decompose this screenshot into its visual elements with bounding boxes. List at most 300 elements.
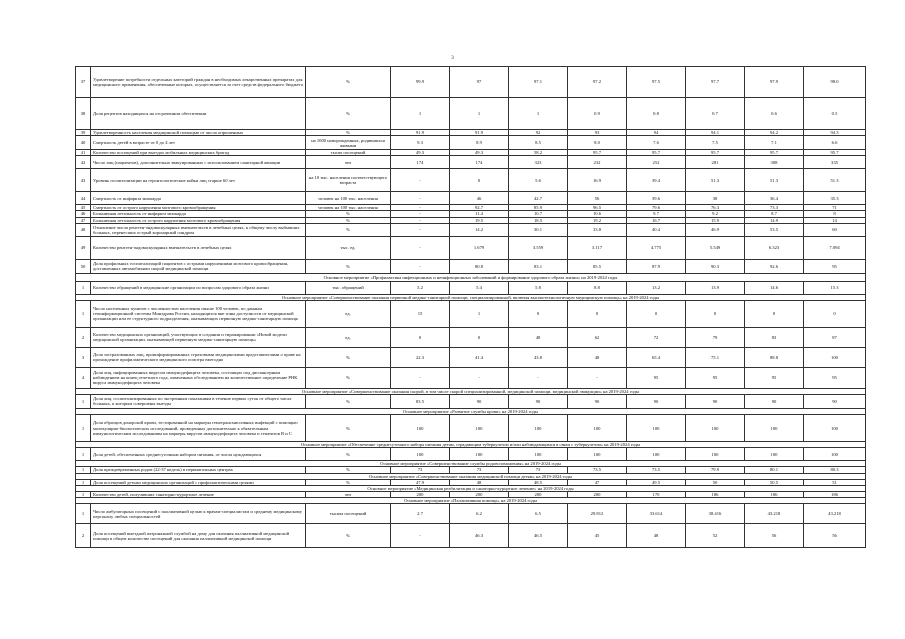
indicator-row	[76, 448, 866, 461]
indicator-row	[76, 300, 866, 327]
value-cell: 13.2	[627, 281, 686, 294]
value-cell: 56	[745, 524, 804, 548]
value-cell: -	[391, 192, 450, 205]
value-cell: 7.6	[627, 136, 686, 150]
value-cell: 1	[450, 98, 509, 130]
value-cell: 33.8	[568, 223, 627, 236]
unit-cell: тысяч посещений	[306, 150, 391, 156]
indicator-row	[76, 259, 866, 273]
value-cell: 83	[745, 327, 804, 347]
indicator-name: Число населенных пунктов с численностью населения свыше 100 человек, по данным геоинформационной системы Минздрава России, находящихся вне зоны доступности от медицинской организации или ее структурного подразделения, оказывающих первичную медико-санитарную помощь	[91, 300, 306, 327]
value-cell: 87	[804, 327, 866, 347]
value-cell: 95.7	[568, 150, 627, 156]
value-cell: 85.5	[568, 259, 627, 273]
value-cell: -	[391, 524, 450, 548]
value-cell: 232	[568, 156, 627, 169]
value-cell: 97	[450, 67, 509, 98]
value-cell: 10.6	[568, 211, 627, 217]
value-cell: 8.0	[568, 136, 627, 150]
row-number: 1	[76, 467, 91, 473]
unit-cell: тыс. ед.	[306, 236, 391, 259]
value-cell: 51.3	[686, 169, 745, 192]
indicator-row	[76, 504, 866, 524]
value-cell: 90.3	[686, 259, 745, 273]
value-cell: 33.614	[627, 504, 686, 524]
value-cell: 100	[450, 448, 509, 461]
unit-cell: %	[306, 259, 391, 273]
indicator-name: Отношение числа рентген-эндоваскулярных вмешательств в лечебных целях, к общему числу выбывших больных, перенесших острый коронарный синдром	[91, 223, 306, 236]
value-cell: 186	[686, 491, 745, 497]
indicator-name: Доля рецептов находящихся на отсроченном обеспечении	[91, 98, 306, 130]
value-cell: 14	[804, 217, 866, 223]
value-cell: 8.8	[568, 281, 627, 294]
indicator-name: Больничная летальность от инфаркта миокарда	[91, 211, 306, 217]
value-cell: 100	[568, 415, 627, 442]
value-cell: 6.5	[509, 504, 568, 524]
value-cell: 100	[804, 415, 866, 442]
value-cell: 90	[627, 394, 686, 408]
value-cell: 0	[509, 300, 568, 327]
indicator-row	[76, 156, 866, 169]
value-cell: 7.5	[686, 136, 745, 150]
value-cell: 60	[804, 223, 866, 236]
value-cell: 9.3	[391, 136, 450, 150]
value-cell: 73.5	[627, 467, 686, 473]
value-cell: 0	[391, 327, 450, 347]
indicator-name: Удовлетворенность населения медицинской помощью от числа опрошенных	[91, 130, 306, 136]
row-number: 3	[76, 347, 91, 367]
value-cell: 90	[450, 394, 509, 408]
value-cell: 2.7	[391, 504, 450, 524]
unit-cell: на 10 тыс. населения соответствующего возраста	[306, 169, 391, 192]
row-number: 48	[76, 223, 91, 236]
value-cell: -	[391, 217, 450, 223]
value-cell: -	[509, 367, 568, 388]
value-cell: 100	[450, 415, 509, 442]
value-cell: 100	[391, 415, 450, 442]
value-cell: 43.218	[745, 504, 804, 524]
value-cell: 0	[450, 327, 509, 347]
section-title: Основное мероприятие «Медицинская реабилитация и санаторно-курортное лечение» на 2019-2024 годы	[76, 485, 866, 491]
section-title: Основное мероприятие «Совершенствование службы родовспоможения» на 2019-2024 годы	[76, 461, 866, 467]
value-cell: -	[391, 223, 450, 236]
indicator-row	[76, 347, 866, 367]
value-cell: 95	[686, 367, 745, 388]
value-cell: 97.9	[745, 67, 804, 98]
value-cell: 1	[509, 98, 568, 130]
indicator-name: Количество посещений при выездах мобильных медицинских бригад	[91, 150, 306, 156]
row-number: 2	[76, 327, 91, 347]
value-cell: 0	[627, 300, 686, 327]
unit-cell: чел	[306, 156, 391, 169]
value-cell: 95	[804, 259, 866, 273]
value-cell: 8.7	[745, 211, 804, 217]
row-number: 42	[76, 156, 91, 169]
value-cell: 52	[686, 524, 745, 548]
value-cell: 98.0	[804, 67, 866, 98]
value-cell: 16.9	[568, 169, 627, 192]
value-cell: 90	[509, 394, 568, 408]
value-cell: 281	[686, 156, 745, 169]
value-cell: 83.1	[509, 259, 568, 273]
value-cell: 8	[804, 211, 866, 217]
indicator-name: Число амбулаторных посещений с паллиативной целью к врачам-специалистам и среднему медицинскому персоналу любых специальностей	[91, 504, 306, 524]
row-number: 1	[76, 479, 91, 485]
value-cell: 100	[745, 448, 804, 461]
value-cell: 97.2	[568, 67, 627, 98]
value-cell: 5.4	[450, 281, 509, 294]
row-number: 1	[76, 394, 91, 408]
value-cell: 90	[568, 394, 627, 408]
indicator-name: Доля детей, обеспеченных среднесуточным набором питания, от числа нуждающихся	[91, 448, 306, 461]
value-cell: 50	[686, 479, 745, 485]
value-cell: 51.3	[804, 169, 866, 192]
value-cell: -	[391, 205, 450, 211]
indicator-name: Смертность детей в возрасте от 0 до 4 лет	[91, 136, 306, 150]
value-cell: 65.4	[627, 347, 686, 367]
value-cell: 323	[509, 156, 568, 169]
value-cell: 50.5	[745, 479, 804, 485]
value-cell: 100	[568, 448, 627, 461]
value-cell: 73	[509, 467, 568, 473]
value-cell: 100	[686, 448, 745, 461]
unit-cell: %	[306, 448, 391, 461]
value-cell: 170	[627, 491, 686, 497]
value-cell: 97.7	[686, 67, 745, 98]
value-cell: 335	[804, 156, 866, 169]
value-cell: 1	[450, 300, 509, 327]
indicator-name: Число лиц (пациентов), дополнительно эвакуированных с использованием санитарной авиации	[91, 156, 306, 169]
indicator-name: Доля преждевременных родов (22-37 недель) в перинатальных центрах	[91, 467, 306, 473]
indicator-name: Количество детей, получивших санаторно-курортное лечение	[91, 491, 306, 497]
indicator-name: Уровень госпитализации на геронтологические койки лиц старше 60 лет	[91, 169, 306, 192]
value-cell: 95	[745, 367, 804, 388]
value-cell: 51.3	[745, 169, 804, 192]
row-number: 38	[76, 98, 91, 130]
value-cell: 49.3	[450, 150, 509, 156]
value-cell: -	[391, 236, 450, 259]
value-cell: 3.559	[509, 236, 568, 259]
value-cell: 100	[745, 415, 804, 442]
section-title: Основное мероприятие «Обеспечение среднесуточного набора питания детям, страдающим туберкулезом и/или наблюдающимся в связи с туберкулезом» на 2019-2024 годы	[76, 442, 866, 448]
value-cell: 40.4	[627, 223, 686, 236]
value-cell: 79.6	[627, 205, 686, 211]
value-cell: 46.9	[686, 223, 745, 236]
unit-cell: человек на 100 тыс. населения	[306, 192, 391, 205]
unit-cell: ед.	[306, 300, 391, 327]
indicator-name: Количество рентген-эндоваскулярных вмешательств в лечебных целях	[91, 236, 306, 259]
value-cell: 97.1	[509, 67, 568, 98]
value-cell: 94.2	[745, 130, 804, 136]
indicator-row	[76, 223, 866, 236]
unit-cell: тыс. обращений	[306, 281, 391, 294]
value-cell: 30.1	[509, 223, 568, 236]
value-cell: -	[391, 211, 450, 217]
value-cell: 0.9	[568, 98, 627, 130]
indicator-row	[76, 327, 866, 347]
value-cell: 100	[391, 448, 450, 461]
value-cell: 47.9	[391, 479, 450, 485]
value-cell: 100	[627, 448, 686, 461]
value-cell: 47	[568, 479, 627, 485]
value-cell: 56	[568, 192, 627, 205]
unit-cell: тысяча посещений	[306, 504, 391, 524]
value-cell: 90	[804, 394, 866, 408]
value-cell: 62	[568, 327, 627, 347]
value-cell: 6.2	[450, 504, 509, 524]
value-cell: 41.4	[450, 347, 509, 367]
value-cell: 186	[745, 491, 804, 497]
row-number: 1	[76, 300, 91, 327]
value-cell: 95.7	[686, 150, 745, 156]
indicator-row	[76, 394, 866, 408]
value-cell: 95	[627, 367, 686, 388]
value-cell: 19.5	[450, 217, 509, 223]
value-cell: 0	[568, 300, 627, 327]
value-cell: 72	[627, 327, 686, 347]
value-cell: 14.2	[450, 223, 509, 236]
value-cell: -	[391, 169, 450, 192]
value-cell: 22.3	[391, 347, 450, 367]
value-cell: 5.549	[686, 236, 745, 259]
value-cell: 94.3	[804, 130, 866, 136]
value-cell: 35.3	[804, 192, 866, 205]
indicator-name: Доля посещений детьми медицинских организаций с профилактическими целями	[91, 479, 306, 485]
value-cell: 73	[450, 467, 509, 473]
unit-cell: %	[306, 467, 391, 473]
indicator-row	[76, 192, 866, 205]
value-cell: 80.1	[745, 467, 804, 473]
indicator-row	[76, 169, 866, 192]
indicator-name: Количество медицинских организаций, участвующих в создании и тиражировании «Новой модели медицинской организации, оказывающей первичную медико-санитарную помощь»	[91, 327, 306, 347]
indicator-name: Доля лиц, инфицированных вирусом иммунодефицита человека, состоящих под диспансерным наблюдением на конец отчетного года, охваченных обследованием на количественное определение РНК вируса иммунодефицита человека	[91, 367, 306, 388]
value-cell: 48	[627, 524, 686, 548]
value-cell: 76.3	[686, 205, 745, 211]
value-cell: 0.8	[627, 98, 686, 130]
row-number: 1	[76, 491, 91, 497]
unit-cell: %	[306, 67, 391, 98]
value-cell: 91.9	[450, 130, 509, 136]
value-cell: 91.9	[391, 130, 450, 136]
indicator-name: Доля посещений выездной патронажной службой на дому для оказания паллиативной медицинской помощи в общем количестве посещений для оказания паллиативной медицинской помощи	[91, 524, 306, 548]
value-cell: 49.3	[391, 150, 450, 156]
value-cell: 8.9	[450, 136, 509, 150]
value-cell: 1	[391, 98, 450, 130]
unit-cell: %	[306, 223, 391, 236]
value-cell: 15.3	[804, 281, 866, 294]
section-title: Основное мероприятие «Совершенствование оказания скорой, в том числе скорой специализированной, медицинской помощи, медицинской эвакуации» на 2019-2024 годы	[76, 388, 866, 394]
value-cell: 38.416	[686, 504, 745, 524]
value-cell: 96.5	[568, 205, 627, 211]
value-cell: 200	[391, 491, 450, 497]
indicator-row	[76, 236, 866, 259]
value-cell: 174	[450, 156, 509, 169]
value-cell: 15.9	[686, 217, 745, 223]
value-cell: -	[391, 367, 450, 388]
value-cell: 13.9	[686, 281, 745, 294]
value-cell: 5.6	[509, 169, 568, 192]
value-cell: 39.4	[627, 169, 686, 192]
value-cell: 18.5	[509, 217, 568, 223]
value-cell: -	[568, 367, 627, 388]
indicator-row	[76, 281, 866, 294]
value-cell: 5.2	[391, 281, 450, 294]
value-cell: 94	[627, 130, 686, 136]
section-title: Основное мероприятие «Паллиативная помощь» на 2019-2024 годы	[76, 498, 866, 504]
value-cell: 73.3	[745, 205, 804, 211]
indicators-table	[75, 66, 866, 548]
value-cell: 95	[804, 367, 866, 388]
value-cell: 46.5	[509, 524, 568, 548]
value-cell: 100	[509, 415, 568, 442]
value-cell: 14.6	[745, 281, 804, 294]
value-cell: 42.7	[509, 192, 568, 205]
value-cell: 53.5	[745, 223, 804, 236]
value-cell: 174	[391, 156, 450, 169]
value-cell: 200	[509, 491, 568, 497]
row-number: 1	[76, 504, 91, 524]
row-number: 41	[76, 150, 91, 156]
value-cell: 43.8	[509, 347, 568, 367]
indicator-name: Количество обращений в медицинские организации по вопросам здорового образа жизни	[91, 281, 306, 294]
indicator-name: Смертность от инфаркта миокарда	[91, 192, 306, 205]
value-cell: 100	[509, 448, 568, 461]
value-cell: 99.9	[391, 67, 450, 98]
section-title: Основное мероприятие «Совершенствование оказания первичной медико-санитарной помощи, специализированной, включая высокотехнологичную медицинскую помощь» на 2019-2024 годы	[76, 294, 866, 300]
value-cell: 92.6	[745, 259, 804, 273]
value-cell: 0.5	[804, 98, 866, 130]
value-cell: 0	[745, 300, 804, 327]
value-cell: 83.5	[391, 394, 450, 408]
value-cell: 95.7	[627, 150, 686, 156]
unit-cell: %	[306, 479, 391, 485]
value-cell: 5.8	[509, 281, 568, 294]
value-cell: 100	[686, 415, 745, 442]
row-number: 44	[76, 192, 91, 205]
value-cell: 100	[804, 448, 866, 461]
value-cell: 6.6	[804, 136, 866, 150]
value-cell: 45	[568, 524, 627, 548]
value-cell: 6.323	[745, 236, 804, 259]
section-title: Основное мероприятие «Развитие службы крови» на 2019-2024 годы	[76, 408, 866, 414]
value-cell: 200	[450, 491, 509, 497]
value-cell: 80.3	[804, 467, 866, 473]
row-number: 2	[76, 524, 91, 548]
indicator-name: Доля профильных госпитализаций пациентов с острыми нарушениями мозгового кровообращения, доставленных автомобилями скорой медицинской помощи	[91, 259, 306, 273]
value-cell: 1.679	[450, 236, 509, 259]
row-number: 1	[76, 448, 91, 461]
value-cell: 0	[450, 169, 509, 192]
section-header-row	[76, 273, 866, 281]
value-cell: 7.1	[745, 136, 804, 150]
row-number: 49	[76, 236, 91, 259]
row-number: 37	[76, 67, 91, 98]
indicator-row	[76, 136, 866, 150]
row-number: 40	[76, 136, 91, 150]
value-cell: 46	[450, 192, 509, 205]
row-number: 4	[76, 367, 91, 388]
value-cell: 0	[804, 300, 866, 327]
indicator-name: Доля лиц, госпитализированных по экстренным показаниям в течение первых суток от общего числа больных, к которым совершены выезды	[91, 394, 306, 408]
value-cell: 92	[509, 130, 568, 136]
indicator-name: Доля образцов донорской крови, тестированной на маркеры гемотрансмиссивных инфекций с помощью молекулярно-биологических исследований, проведенных дополнительно к обязательным иммунологическим исследованиям на маркеры вирусов иммунодефицита человека и гепатитов В и С	[91, 415, 306, 442]
unit-cell: %	[306, 217, 391, 223]
value-cell: 0	[686, 300, 745, 327]
value-cell: 85.9	[509, 205, 568, 211]
unit-cell: %	[306, 347, 391, 367]
value-cell: 8.5	[509, 136, 568, 150]
row-number: 50	[76, 259, 91, 273]
row-number: 1	[76, 281, 91, 294]
section-title: Основное мероприятие «Совершенствование оказания медицинской помощи детям» на 2019-2024 годы	[76, 473, 866, 479]
indicator-row	[76, 524, 866, 548]
value-cell: 7.094	[804, 236, 866, 259]
value-cell: 48.5	[509, 479, 568, 485]
value-cell: 51	[804, 479, 866, 485]
value-cell: 56	[804, 524, 866, 548]
indicator-name: Удовлетворение потребности отдельных категорий граждан в необходимых лекарственных препаратах для медицинского применения, обеспеченные которых, осуществляется за счет средств федерального бюджета	[91, 67, 306, 98]
value-cell: 29.812	[568, 504, 627, 524]
value-cell: 95.7	[804, 150, 866, 156]
row-number: 39	[76, 130, 91, 136]
value-cell: 252	[627, 156, 686, 169]
indicator-row	[76, 67, 866, 98]
value-cell: 11.4	[450, 211, 509, 217]
value-cell: 48	[509, 327, 568, 347]
indicator-name: Доля застрахованных лиц, проинформированных страховыми медицинскими представителями о праве на прохождение профилактического медицинского осмотра ежегодно	[91, 347, 306, 367]
unit-cell: чел	[306, 491, 391, 497]
row-number: 46	[76, 211, 91, 217]
unit-cell: %	[306, 524, 391, 548]
value-cell: 308	[745, 156, 804, 169]
value-cell: 100	[804, 347, 866, 367]
value-cell: 100	[627, 415, 686, 442]
indicator-row	[76, 98, 866, 130]
value-cell: 200	[568, 491, 627, 497]
value-cell: 97.5	[627, 67, 686, 98]
value-cell: -	[391, 259, 450, 273]
value-cell: 58.2	[509, 150, 568, 156]
row-number: 45	[76, 205, 91, 211]
value-cell: 15	[391, 300, 450, 327]
value-cell: 80.8	[450, 259, 509, 273]
value-cell: 36.4	[745, 192, 804, 205]
value-cell: 75.1	[686, 347, 745, 367]
value-cell: 79	[686, 327, 745, 347]
value-cell: 43.218	[804, 504, 866, 524]
row-number: 1	[76, 415, 91, 442]
indicator-name: Больничная летальность от острого нарушения мозгового кровообращения	[91, 217, 306, 223]
value-cell: -	[450, 367, 509, 388]
value-cell: 90	[745, 394, 804, 408]
value-cell: 48	[568, 347, 627, 367]
unit-cell: %	[306, 367, 391, 388]
unit-cell: %	[306, 211, 391, 217]
unit-cell: %	[306, 130, 391, 136]
value-cell: 9.2	[686, 211, 745, 217]
unit-cell: %	[306, 415, 391, 442]
indicator-row	[76, 367, 866, 388]
value-cell: 92.7	[450, 205, 509, 211]
value-cell: 39.6	[627, 192, 686, 205]
unit-cell: %	[306, 394, 391, 408]
value-cell: 79.9	[686, 467, 745, 473]
value-cell: 90	[686, 394, 745, 408]
value-cell: 71	[804, 205, 866, 211]
value-cell: 38	[686, 192, 745, 205]
value-cell: 49.5	[627, 479, 686, 485]
value-cell: 0.7	[686, 98, 745, 130]
